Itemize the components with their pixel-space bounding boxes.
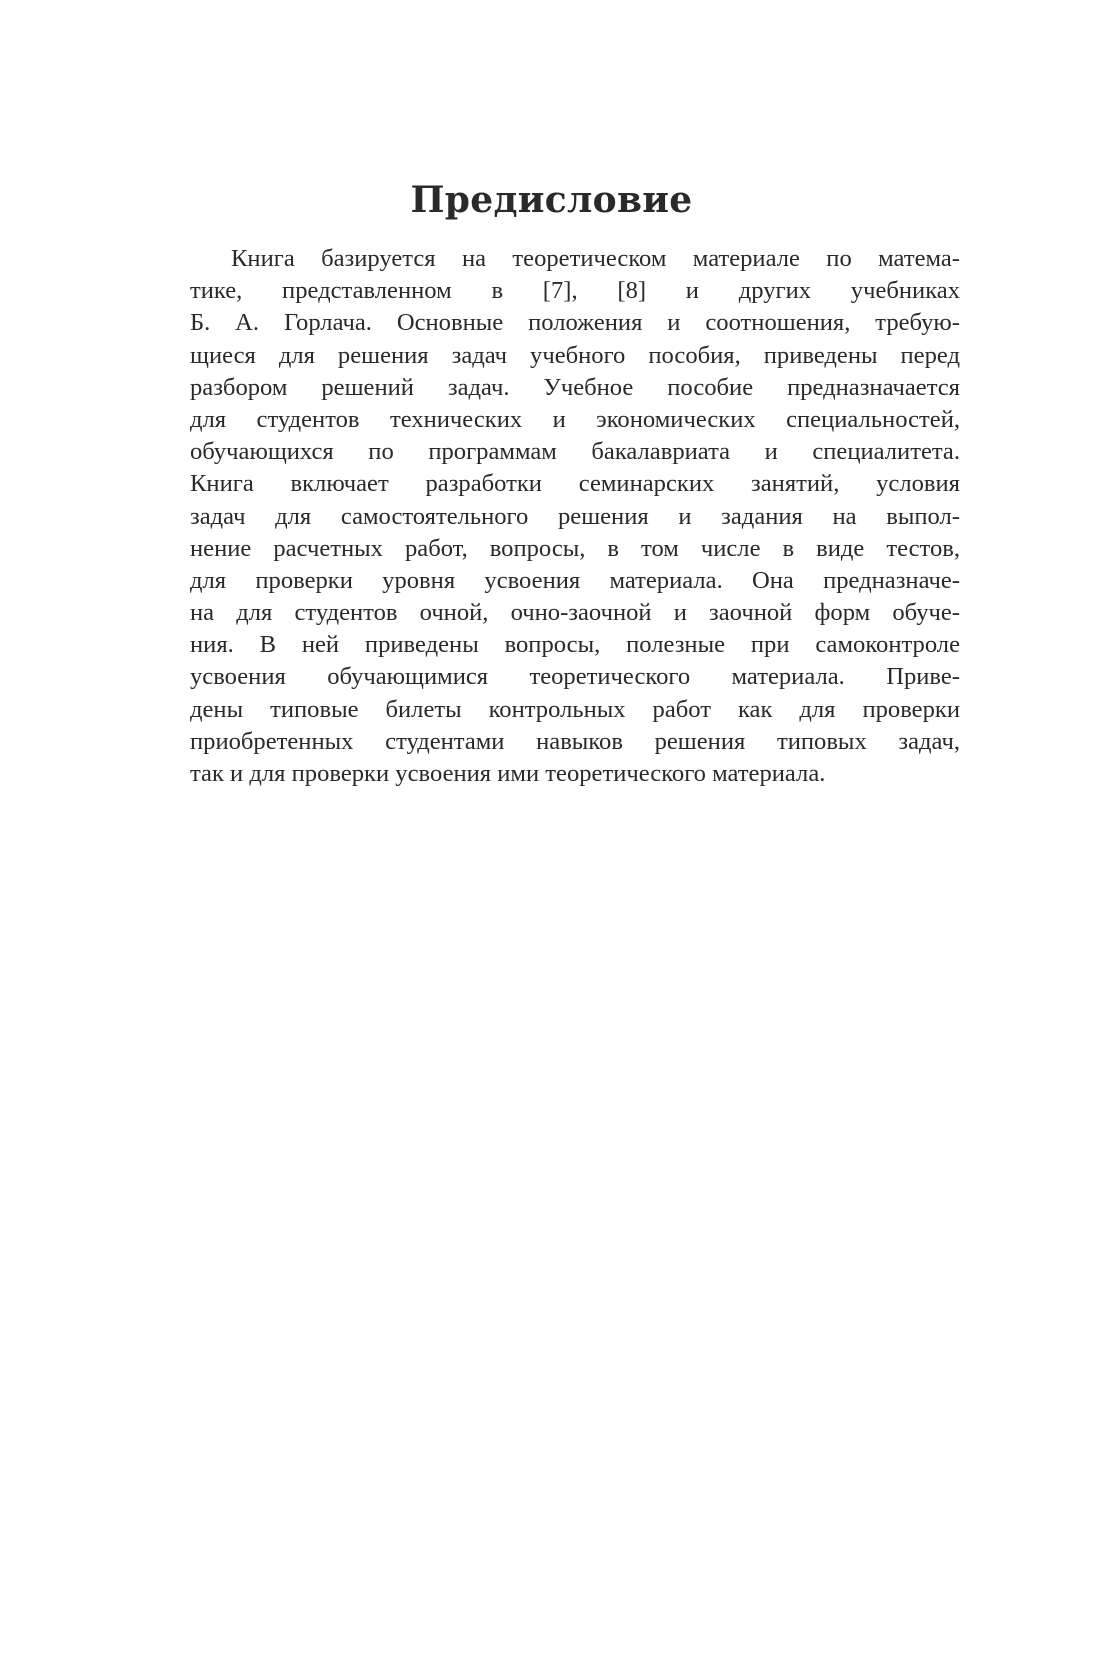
paragraph-line: нение расчетных работ, вопросы, в том числе в виде тестов, (190, 534, 960, 562)
paragraph-line: усвоения обучающимися теоретического материала. Приве- (190, 663, 960, 691)
paragraph-line: дены типовые билеты контрольных работ как для проверки (190, 695, 960, 723)
page-title: Предисловие (410, 179, 693, 221)
paragraph-line: обучающихся по программам бакалавриата и специалитета. (190, 438, 960, 466)
paragraph-line: разбором решений задач. Учебное пособие предназначается (190, 373, 960, 401)
paragraph-line: для проверки уровня усвоения материала. Она предназначе- (190, 566, 960, 594)
paragraph-line: для студентов технических и экономических специальностей, (190, 405, 960, 433)
paragraph-line: приобретенных студентами навыков решения типовых задач, (190, 727, 960, 755)
paragraph-line: Книга базируется на теоретическом материале по матема- (231, 245, 960, 272)
paragraph-line: на для студентов очной, очно-заочной и заочной форм обуче- (190, 599, 960, 627)
paragraph-line: ния. В ней приведены вопросы, полезные при самоконтроле (190, 631, 960, 659)
paragraph-line: Книга включает разработки семинарских занятий, условия (190, 470, 960, 498)
preface-paragraph (190, 243, 960, 790)
paragraph-line: щиеся для решения задач учебного пособия, приведены перед (190, 341, 960, 369)
paragraph-line: задач для самостоятельного решения и задания на выпол- (190, 502, 960, 530)
paragraph-line: тике, представленном в [7], [8] и других учебниках (190, 277, 960, 305)
paragraph-line: Б. А. Горлача. Основные положения и соотношения, требую- (190, 309, 960, 337)
paragraph-line: так и для проверки усвоения ими теоретического материала. (190, 760, 826, 787)
